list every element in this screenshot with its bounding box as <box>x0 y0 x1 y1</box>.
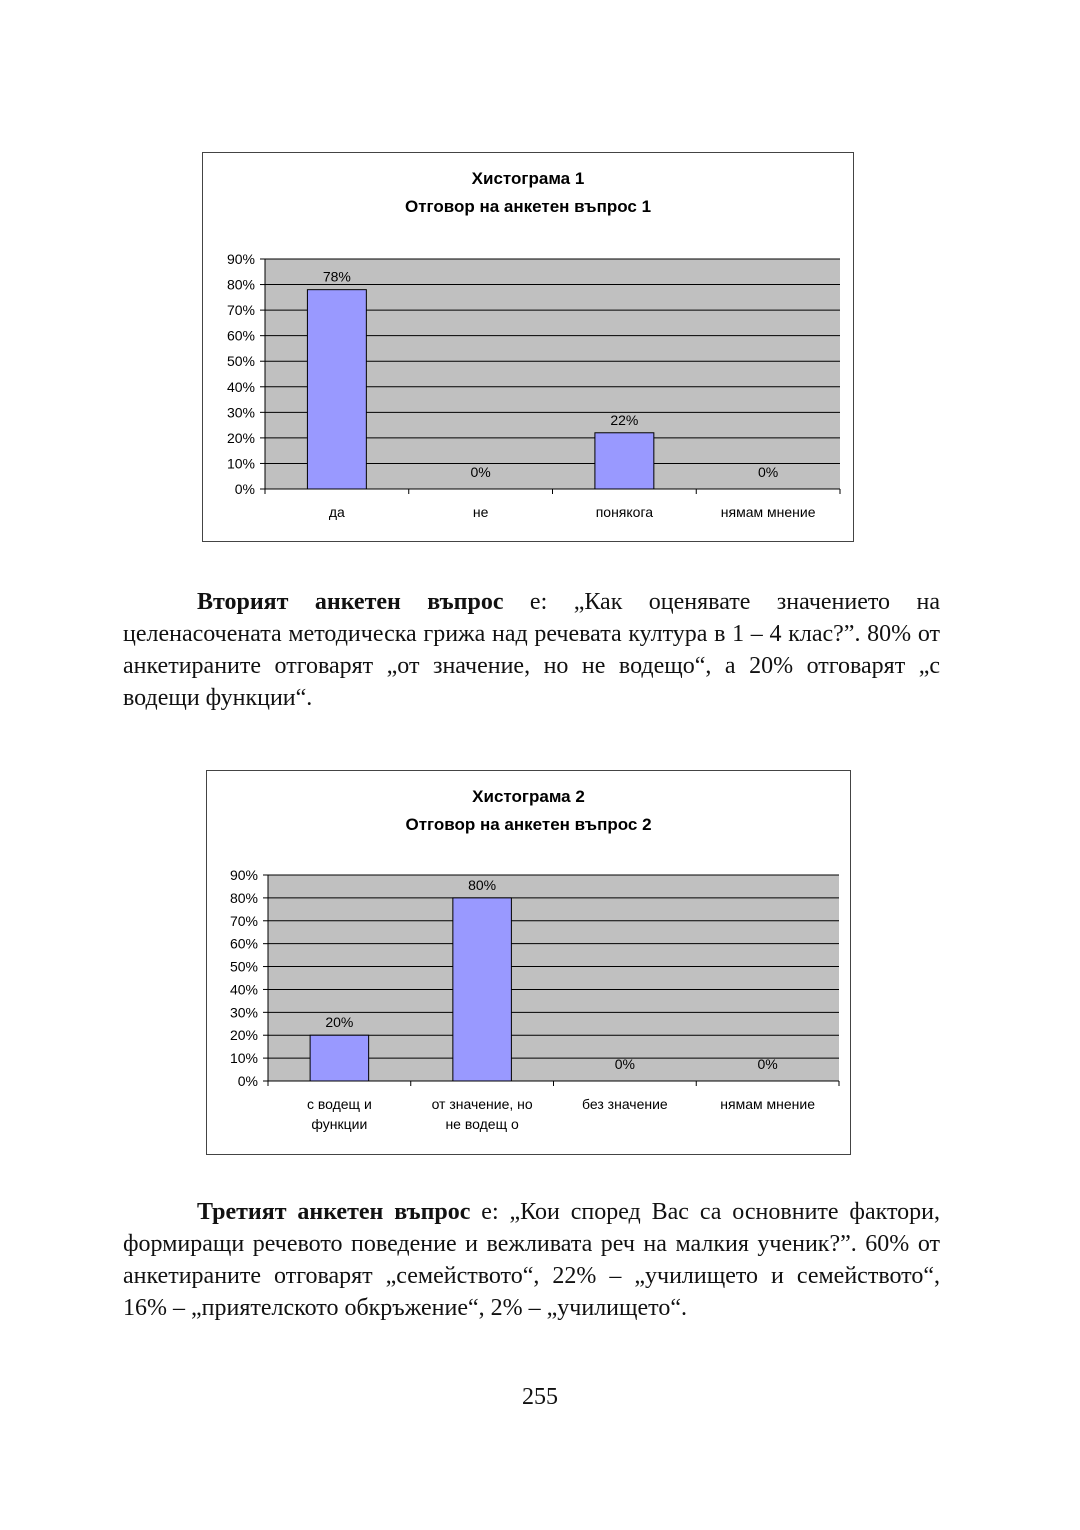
bar <box>595 433 654 489</box>
chart-title: Хистограма 2 <box>472 787 585 806</box>
y-tick-label: 0% <box>234 481 255 497</box>
y-tick-label: 90% <box>226 251 255 267</box>
data-label: 80% <box>468 876 497 893</box>
data-label: 0% <box>470 464 491 480</box>
x-tick-label: нямам мнение <box>720 1096 815 1112</box>
y-tick-label: 40% <box>229 981 258 998</box>
x-tick-label: функции <box>311 1116 368 1132</box>
paragraph-text: е: „Как оценявате значението на целенасочената методическа грижа над речевата култура в 1 – 4 клас?”. 80% от анкетираните отговарят „от значение, но не водещо“, а 20% отговарят „с водещи функции“. <box>123 589 940 711</box>
x-tick-label: не водещ о <box>445 1116 519 1132</box>
data-label: 22% <box>610 411 639 428</box>
bar <box>453 898 512 1081</box>
x-tick-label: от значение, но <box>431 1096 533 1112</box>
y-tick-label: 60% <box>226 327 255 344</box>
data-label: 0% <box>757 1056 778 1072</box>
data-label: 0% <box>614 1056 635 1072</box>
y-tick-label: 70% <box>226 302 255 319</box>
y-tick-label: 20% <box>226 429 255 446</box>
data-label: 78% <box>322 268 351 285</box>
y-tick-label: 50% <box>229 958 258 975</box>
x-tick-label: понякога <box>595 504 654 520</box>
histogram-2-chart <box>206 770 851 1155</box>
data-label: 0% <box>758 464 779 480</box>
histogram-2-plot <box>207 771 850 1154</box>
y-tick-label: 10% <box>226 455 255 472</box>
y-tick-label: 50% <box>226 353 255 370</box>
x-tick-label: нямам мнение <box>720 504 816 520</box>
x-tick-label: без значение <box>582 1096 668 1112</box>
paragraph-text: е: „Кои според Вас са основните фактори, формиращи речевото поведение и вежливата реч на малкия ученик?”. 60% от анкетираните отговарят „семейството“, 22% – „училището и семейството“, 16% – „приятелското обкръжение“, 2% – „училището“. <box>123 1199 940 1321</box>
y-tick-label: 80% <box>226 276 255 293</box>
bar <box>310 1035 369 1081</box>
y-tick-label: 90% <box>229 867 258 883</box>
paragraph-lead: Третият анкетен въпрос <box>197 1199 471 1225</box>
x-tick-label: да <box>328 504 345 520</box>
y-tick-label: 80% <box>229 889 258 906</box>
chart-subtitle: Отговор на анкетен въпрос 1 <box>404 197 652 216</box>
y-tick-label: 30% <box>226 404 255 421</box>
chart-subtitle: Отговор на анкетен въпрос 2 <box>405 815 652 834</box>
page-number: 255 <box>522 1384 558 1410</box>
y-tick-label: 60% <box>229 935 258 952</box>
y-tick-label: 0% <box>237 1073 258 1089</box>
x-tick-label: не <box>472 504 489 520</box>
y-tick-label: 40% <box>226 378 255 395</box>
histogram-1-plot <box>203 153 853 541</box>
chart-title: Хистограма 1 <box>471 169 585 188</box>
y-tick-label: 20% <box>229 1027 258 1044</box>
paragraph-lead: Вторият анкетен въпрос <box>197 589 504 615</box>
x-tick-label: с водещ и <box>306 1096 372 1112</box>
histogram-1-chart <box>202 152 854 542</box>
y-tick-label: 10% <box>229 1050 258 1067</box>
paragraph-question-3 <box>123 1196 940 1324</box>
bar <box>307 290 366 489</box>
data-label: 20% <box>325 1014 354 1031</box>
y-tick-label: 30% <box>229 1004 258 1021</box>
paragraph-question-2 <box>123 586 940 714</box>
y-tick-label: 70% <box>229 912 258 929</box>
